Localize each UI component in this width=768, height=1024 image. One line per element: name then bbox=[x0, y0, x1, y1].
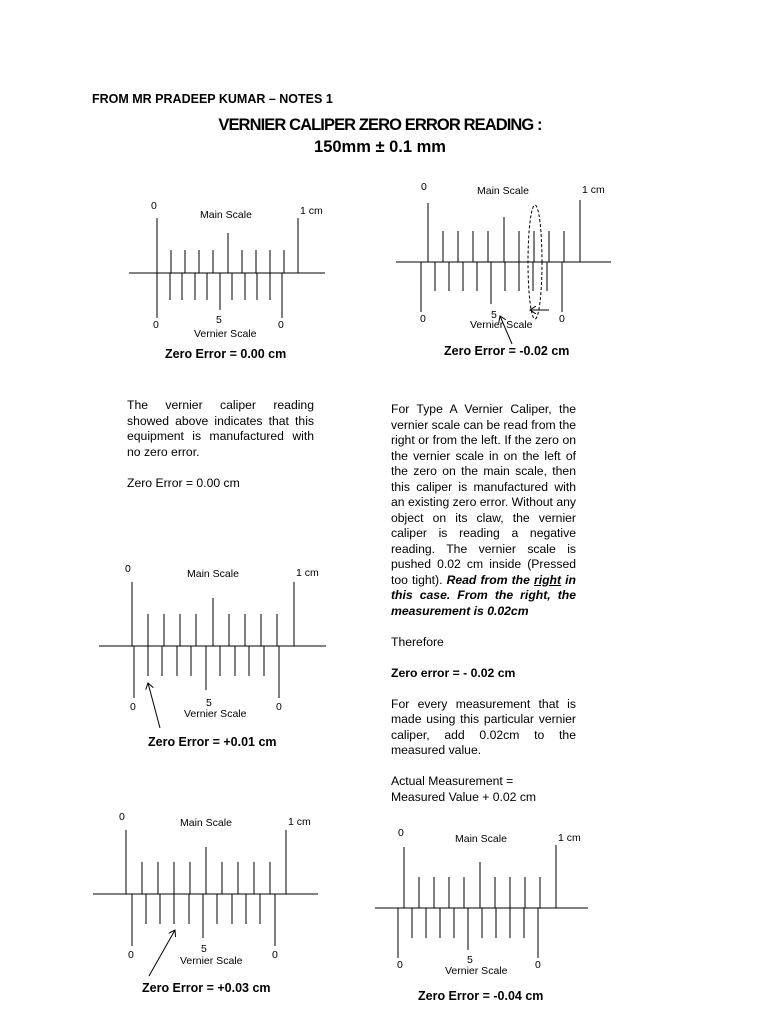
main-scale-label: Main Scale bbox=[200, 209, 252, 221]
diagram-1-caption: Zero Error = 0.00 cm bbox=[165, 347, 287, 361]
main-scale-ticks bbox=[132, 582, 294, 646]
main-scale-label: Main Scale bbox=[455, 833, 507, 845]
vernier-ten-label: 0 bbox=[272, 949, 278, 961]
vernier-ten-label: 0 bbox=[535, 959, 541, 971]
in-this-case-text: in this case. From the right, the measurement is 0.02cm bbox=[391, 572, 576, 618]
left-explanation bbox=[127, 398, 314, 491]
diagram-3-caption: Zero Error = +0.01 cm bbox=[148, 735, 277, 749]
right-emphasis: right bbox=[533, 572, 562, 587]
vernier-scale-ticks bbox=[421, 262, 562, 312]
diagram-4-caption: Zero Error = +0.03 cm bbox=[142, 981, 271, 995]
vernier-scale-label: Vernier Scale bbox=[184, 708, 247, 720]
five-label: 5 bbox=[467, 954, 473, 966]
therefore-text: Therefore bbox=[391, 634, 444, 649]
main-scale-ticks bbox=[126, 830, 286, 894]
zero-label: 0 bbox=[151, 200, 157, 212]
read-from-text: Read from the bbox=[446, 572, 530, 587]
vernier-zero-label: 0 bbox=[420, 313, 426, 325]
zero-error-result: Zero error = - 0.02 cm bbox=[391, 665, 516, 680]
vernier-zero-label: 0 bbox=[397, 959, 403, 971]
type-a-paragraph bbox=[391, 402, 576, 619]
main-scale-label: Main Scale bbox=[187, 568, 239, 580]
one-cm-label: 1 cm bbox=[582, 184, 605, 196]
five-label: 5 bbox=[216, 314, 222, 326]
zero-label: 0 bbox=[125, 563, 131, 575]
vernier-ten-label: 0 bbox=[276, 701, 282, 713]
main-scale-ticks bbox=[404, 845, 556, 908]
diagram-1 bbox=[129, 218, 325, 318]
vernier-scale-label: Vernier Scale bbox=[180, 955, 243, 967]
zero-label: 0 bbox=[119, 811, 125, 823]
vernier-scale-label: Vernier Scale bbox=[470, 319, 533, 331]
vernier-zero-label: 0 bbox=[153, 319, 159, 331]
title-line-2: 150mm ± 0.1 mm bbox=[314, 138, 446, 156]
vernier-zero-label: 0 bbox=[130, 701, 136, 713]
main-scale-ticks bbox=[157, 218, 298, 273]
actual-measurement-line-1: Actual Measurement = bbox=[391, 774, 514, 788]
pointer-arrow bbox=[148, 683, 160, 728]
zero-label: 0 bbox=[398, 827, 404, 839]
vernier-ten-label: 0 bbox=[278, 319, 284, 331]
measurement-paragraph: For every measurement that is made using this particular vernier caliper, add 0.02cm to the measured value. bbox=[391, 696, 576, 757]
one-cm-label: 1 cm bbox=[296, 567, 319, 579]
actual-measurement-line-2: Measured Value + 0.02 cm bbox=[391, 789, 537, 804]
zero-label: 0 bbox=[421, 181, 427, 193]
one-cm-label: 1 cm bbox=[288, 816, 311, 828]
diagram-5 bbox=[375, 845, 588, 958]
pointer-arrow bbox=[149, 930, 175, 976]
vernier-scale-label: Vernier Scale bbox=[445, 965, 508, 977]
header-note: FROM MR PRADEEP KUMAR – NOTES 1 bbox=[92, 92, 333, 106]
five-label: 5 bbox=[491, 309, 497, 321]
five-label: 5 bbox=[201, 943, 207, 955]
left-paragraph: The vernier caliper reading showed above indicates that this equipment is manufactured with no zero error. bbox=[127, 398, 314, 459]
main-scale-ticks bbox=[428, 200, 580, 262]
one-cm-label: 1 cm bbox=[300, 205, 323, 217]
right-explanation bbox=[391, 402, 576, 805]
vernier-ten-label: 0 bbox=[559, 313, 565, 325]
vernier-scale-ticks bbox=[398, 908, 538, 958]
five-label: 5 bbox=[206, 697, 212, 709]
left-zero-error: Zero Error = 0.00 cm bbox=[127, 475, 240, 490]
type-a-text: For Type A Vernier Caliper, the vernier scale can be read from the right or from the left. If the zero on the vernier scale in on the left of the zero on the main scale, then this caliper is manufactured with an existing zero error. Without any object on its claw, the vernier caliper is reading a negative reading. The vernier scale is pushed 0.02 cm inside (Pressed too tight). bbox=[391, 402, 576, 587]
vernier-zero-label: 0 bbox=[128, 949, 134, 961]
diagram-2-caption: Zero Error = -0.02 cm bbox=[444, 344, 570, 358]
main-scale-label: Main Scale bbox=[477, 185, 529, 197]
vernier-scale-ticks bbox=[157, 273, 282, 318]
vernier-scale-ticks bbox=[134, 646, 279, 698]
one-cm-label: 1 cm bbox=[558, 832, 581, 844]
vernier-scale-ticks bbox=[132, 894, 275, 946]
title-line-1: VERNIER CALIPER ZERO ERROR READING : bbox=[218, 116, 542, 134]
main-scale-label: Main Scale bbox=[180, 817, 232, 829]
diagram-5-caption: Zero Error = -0.04 cm bbox=[418, 989, 544, 1003]
vernier-scale-label: Vernier Scale bbox=[194, 328, 257, 340]
